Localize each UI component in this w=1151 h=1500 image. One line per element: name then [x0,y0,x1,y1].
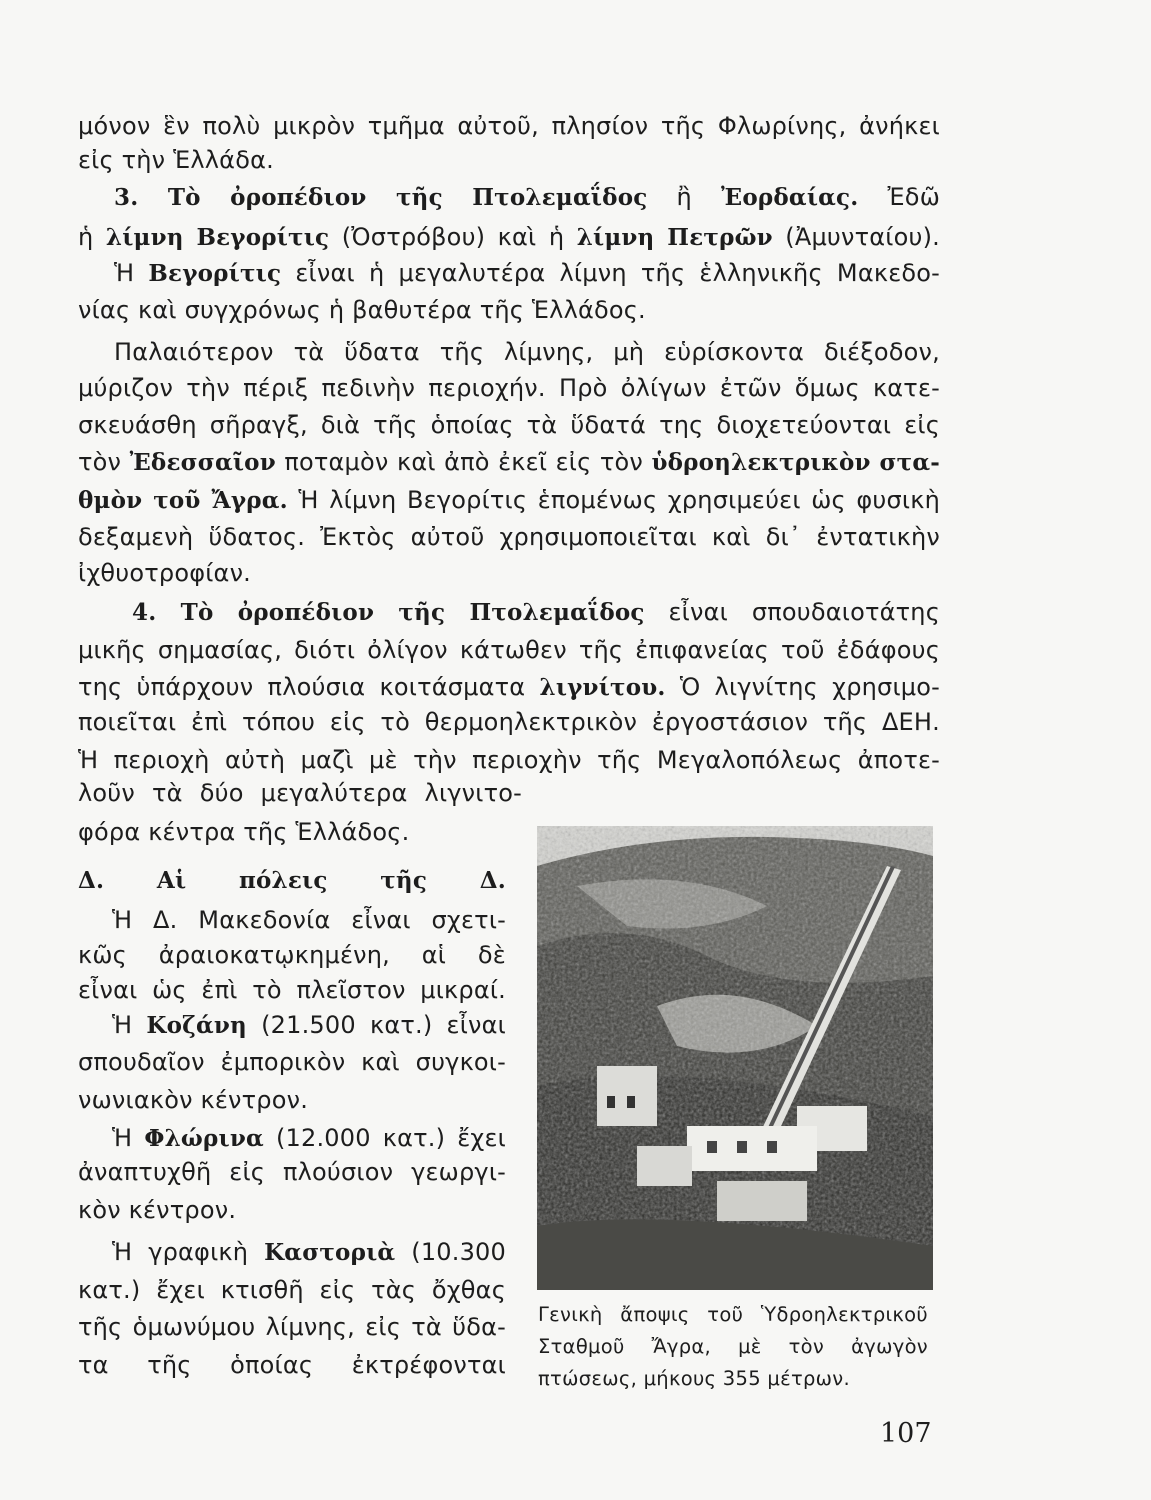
text-run: της ὑπάρχουν πλούσια κοιτάσματα [78,673,540,701]
text-line [78,742,940,778]
text-run: εἰς τὴν Ἑλλάδα. [78,146,274,174]
bold-term: Κοζάνη [146,1012,247,1039]
text-line [78,444,940,480]
text-run: Ἡ [112,1124,145,1152]
text-line [78,142,940,178]
text-line [78,1309,506,1345]
text-run: λοῦν τὰ δύο μεγαλύτερα λιγνιτο- [78,779,522,807]
text-line [78,1044,506,1080]
page-number: 107 [880,1418,932,1449]
text-line [78,482,940,518]
text-line [78,370,940,406]
text-run: (Ὀστρόβου) καὶ ἡ [329,223,577,251]
text-run: Ἡ Δ. Μακεδονία εἶναι σχετι- [112,906,506,934]
caption-line: Σταθμοῦ Ἄγρα, μὲ τὸν ἀγωγὸν [538,1335,928,1358]
text-run: εἶναι σπουδαιοτάτης [668,598,940,626]
text-run: εἶναι ὡς ἐπὶ τὸ πλεῖστον μικραί. [78,976,506,1004]
text-run: Παλαιότερον τὰ ὕδατα τῆς λίμνης, μὴ εὑρίσκοντα διέξοδον, [114,338,940,366]
text-line [78,704,940,740]
text-run: τῆς ὁμωνύμου λίμνης, εἰς τὰ ὕδα- [78,1313,506,1341]
text-line [112,1234,506,1270]
text-line [78,1347,506,1383]
text-run: κατ.) ἔχει κτισθῆ εἰς τὰς ὄχθας [78,1276,506,1304]
bold-term: Βεγορίτις [148,260,282,287]
bold-term: θμὸν τοῦ Ἄγρα. [78,487,288,514]
text-line [78,775,522,811]
text-line [78,862,506,898]
text-run: ποιεῖται ἐπὶ τόπου εἰς τὸ θερμοηλεκτρικὸν ἐργοστάσιον τῆς ΔΕΗ. [78,708,940,736]
text-line [78,632,940,668]
caption-line: πτώσεως, μήκους 355 μέτρων. [538,1367,850,1390]
bold-term: λίμνη Πετρῶν [576,224,773,251]
bold-term: 4. Τὸ ὀροπέδιον τῆς Πτολεμαΐδος [132,599,645,626]
text-run: κῶς ἀραιοκατῳκημένη, αἱ δὲ [78,941,506,969]
text-run: ἢ [647,183,722,211]
bold-term: Δ. Αἱ πόλεις τῆς Δ. [78,867,506,894]
text-run: (Ἀμυνταίου). [772,223,940,251]
text-line [78,1154,506,1190]
bold-term: Ἐορδαίας. [721,184,859,211]
text-line [78,669,940,705]
text-line [114,179,940,215]
text-run: Ἡ περιοχὴ αὐτὴ μαζὶ μὲ τὴν περιοχὴν τῆς Μεγαλοπόλεως ἀποτε- [78,746,940,774]
text-run: δεξαμενὴ ὕδατος. Ἐκτὸς αὐτοῦ χρησιμοποιεῖται καὶ δι᾽ ἐντατικὴν [78,523,940,551]
text-line [78,1272,506,1308]
text-run: Ἡ γραφικὴ [112,1238,265,1266]
bold-term: λιγνίτου. [539,674,666,701]
text-run: φόρα κέντρα τῆς Ἑλλάδος. [78,818,410,846]
text-run: σκευάσθη σῆραγξ, διὰ τῆς ὁποίας τὰ ὕδατά της διοχετεύονται εἰς [78,411,940,439]
text-run: κὸν κέντρον. [78,1196,237,1224]
text-run: Ὁ λιγνίτης χρησιμο- [665,673,940,701]
bold-term: ὑδροηλεκτρικὸν στα- [651,449,940,476]
text-run: (10.300 [395,1238,506,1266]
text-run: Ἡ [112,1011,147,1039]
text-line [114,255,940,291]
text-run: Ἐδῶ [887,183,940,211]
text-run: μικῆς σημασίας, διότι ὀλίγον κάτωθεν τῆς ἐπιφανείας τοῦ ἐδάφους [78,636,940,664]
bold-term: λίμνη Βεγορίτις [105,224,330,251]
text-line [78,292,940,328]
text-run: (12.000 κατ.) ἔχει [263,1124,506,1152]
text-line [112,902,506,938]
text-run: Ἡ λίμνη Βεγορίτις ἑπομένως χρησιμεύει ὡς φυσικὴ [287,486,940,514]
bold-term: Ἐδεσσαῖον [129,449,276,476]
text-run: (21.500 κατ.) εἶναι [246,1011,506,1039]
photo-hydroelectric-station-agras [537,826,933,1290]
text-run: σπουδαῖον ἐμπορικὸν καὶ συγκοι- [78,1048,506,1076]
text-run: μύριζον τὴν πέριξ πεδινὴν περιοχήν. Πρὸ ὀλίγων ἐτῶν ὅμως κατε- [78,374,940,402]
text-run: ἡ [78,223,106,251]
text-run: μόνον ἓν πολὺ μικρὸν τμῆμα αὐτοῦ, πλησίον τῆς Φλωρίνης, ἀνήκει [78,112,940,140]
bold-term: Καστοριὰ [264,1239,396,1266]
text-run: ἀναπτυχθῆ εἰς πλούσιον γεωργι- [78,1158,506,1186]
text-line [78,555,940,591]
text-line [78,407,940,443]
text-line [78,519,940,555]
caption-line: Γενικὴ ἄποψις τοῦ Ὑδροηλεκτρικοῦ [538,1303,928,1326]
text-line [112,1007,506,1043]
text-line [78,219,940,255]
text-run: νίας καὶ συγχρόνως ἡ βαθυτέρα τῆς Ἑλλάδος. [78,296,646,324]
text-line [78,937,506,973]
text-line [114,334,940,370]
bold-term: Φλώρινα [144,1125,264,1152]
text-run: Ἡ [114,259,149,287]
text-run: νωνιακὸν κέντρον. [78,1086,309,1114]
text-run: τὸν [78,448,130,476]
text-run: εἶναι ἡ μεγαλυτέρα λίμνη τῆς ἑλληνικῆς Μακεδο- [281,259,940,287]
text-run: ἰχθυοτροφίαν. [78,559,252,587]
text-run: ποταμὸν καὶ ἀπὸ ἐκεῖ εἰς τὸν [275,448,652,476]
text-run: τα τῆς ὁποίας ἐκτρέφονται [78,1351,506,1379]
text-line [112,1120,506,1156]
text-line [78,972,506,1008]
text-line [78,1192,506,1228]
text-line [78,1082,506,1118]
text-line [78,108,940,144]
bold-term: 3. Τὸ ὀροπέδιον τῆς Πτολεμαΐδος [114,184,648,211]
text-line [132,594,940,630]
